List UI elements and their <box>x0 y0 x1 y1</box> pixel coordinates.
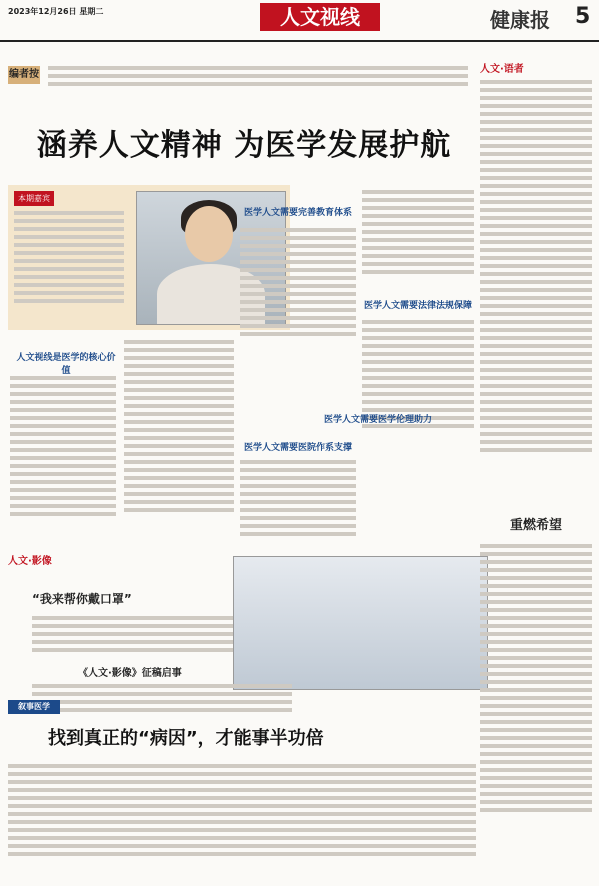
guest-label: 本期嘉宾 <box>14 191 54 206</box>
nurse-photo <box>233 556 488 690</box>
column-1 <box>10 372 116 520</box>
story-section <box>8 700 476 880</box>
subhead-d: 医学人文需要医院作系支撑 <box>243 443 352 453</box>
right-text <box>480 76 592 456</box>
image-section-tag: 人文·影像 <box>8 556 52 567</box>
column-2 <box>124 336 234 516</box>
column-3 <box>240 224 356 340</box>
right-column <box>480 60 592 533</box>
column-5 <box>362 186 474 278</box>
subhead-b: 医学人文需要法律法规保障 <box>363 301 472 311</box>
main-headline: 涵养人文精神 为医学发展护航 <box>36 128 452 163</box>
page-header <box>0 0 599 42</box>
subhead-e: 人文视线是医学的核心价值 <box>16 353 116 376</box>
story-tag: 叙事医学 <box>8 700 60 714</box>
essay-title: 重燃希望 <box>509 518 562 533</box>
paper-name: 健康报 <box>490 8 550 32</box>
section-title: 人文视线 <box>260 3 380 31</box>
page-number: 5 <box>575 4 591 29</box>
editor-note-label: 编者按 <box>8 66 40 84</box>
subhead-c: 医学人文需要医学伦理助力 <box>323 415 432 425</box>
guest-bio <box>14 207 124 307</box>
date-line: 2023年12月26日 星期二 <box>8 7 104 16</box>
subhead-a: 医学人文需要完善教育体系 <box>243 208 352 218</box>
essay-text <box>480 540 592 816</box>
editor-note <box>8 62 476 96</box>
notice-title: 《人文·影像》征稿启事 <box>78 668 182 679</box>
image-caption: “我来帮你戴口罩” <box>32 592 132 606</box>
story-title: 找到真正的“病因”，才能事半功倍 <box>48 728 324 749</box>
right-tag: 人文·语者 <box>480 64 524 75</box>
editor-note-text <box>48 62 468 90</box>
column-4 <box>240 456 356 540</box>
story-text <box>8 760 476 860</box>
